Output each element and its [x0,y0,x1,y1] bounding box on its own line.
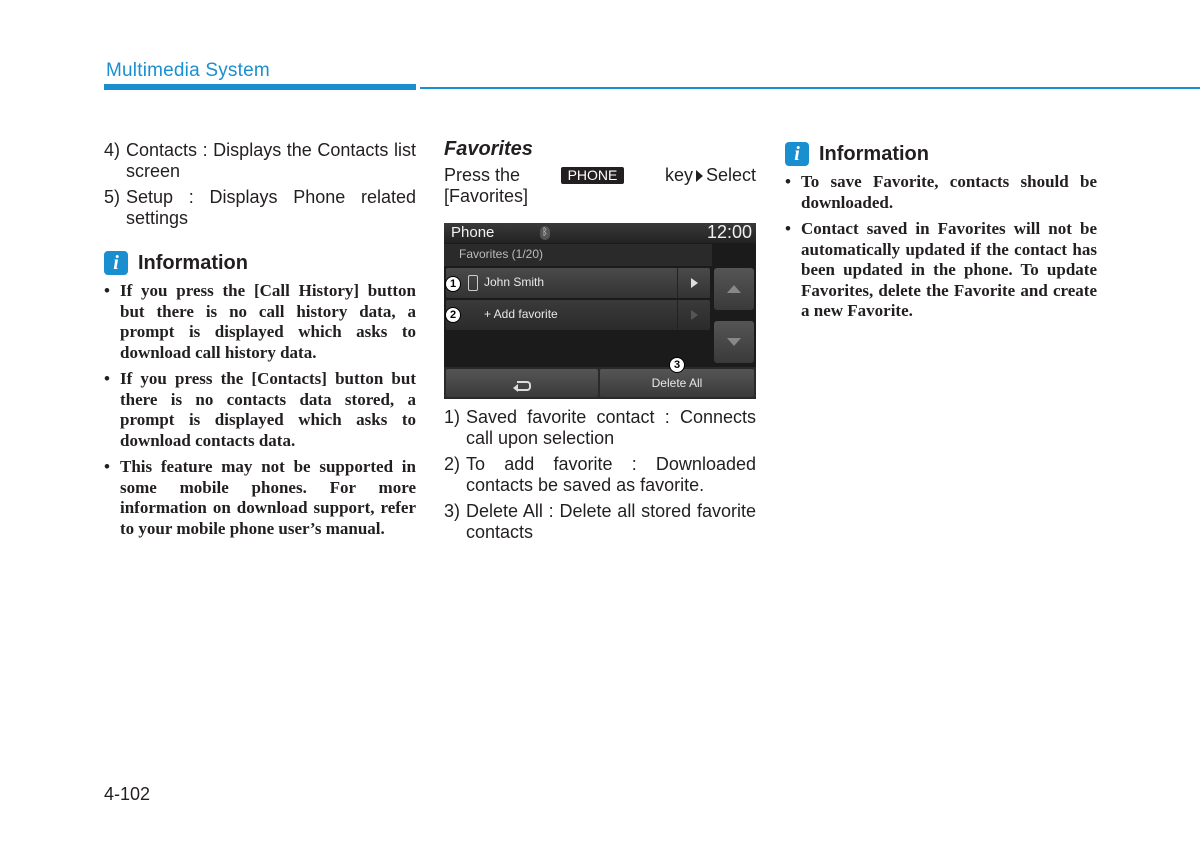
item-text: Contacts : Displays the Contacts list screen [126,140,416,181]
favorites-heading: Favorites [444,138,533,160]
mobile-phone-icon [468,275,478,291]
info-title: Information [819,142,929,165]
play-arrow-icon [677,300,710,330]
screen-app-title: Phone [451,224,495,241]
bullet-item: • This feature may not be supported in some mobile phones. For more information on download support, refer to your mobile phone user’s manual. [104,457,416,538]
arrow-down-icon [727,338,741,346]
header-rule-thick [104,84,416,90]
back-button[interactable] [446,369,598,397]
screen-subtitle: Favorites (1/20) [444,244,712,266]
add-favorite-row[interactable] [446,300,710,330]
scroll-up-button[interactable] [714,268,754,310]
favorites-legend [444,407,756,548]
scroll-down-button[interactable] [714,321,754,363]
instruction-line: Press the PHONE key Select [444,165,756,185]
add-favorite-label: + Add favorite [484,307,558,321]
info-icon: i [785,142,809,166]
info-heading [104,251,416,275]
section-title: Multimedia System [106,60,270,81]
item-number: 5) [104,187,121,207]
info-bullets [104,281,416,539]
list-item [104,187,416,229]
info-icon: i [104,251,128,275]
list-item: 3) Delete All : Delete all stored favorite contacts [444,501,756,542]
screen-status-bar [444,223,756,243]
favorite-row[interactable] [446,268,710,298]
bullet-item: • To save Favorite, contacts should be downloaded. [785,172,1097,212]
select-target: [Favorites] [444,186,529,206]
play-arrow-icon[interactable] [677,268,710,298]
right-column [785,142,1097,328]
phone-key-badge: PHONE [561,167,625,184]
info-title: Information [138,251,248,274]
left-column [104,140,416,545]
arrow-right-icon [696,170,703,182]
item-number: 4) [104,140,121,160]
item-text: Setup : Displays Phone related settings [126,187,416,228]
callout-1: 1 [445,276,461,292]
bullet-item: • If you press the [Call History] button but there is no call history data, a prompt is displayed which asks to download call history data. [104,281,416,362]
screen-bottom-bar [444,367,756,399]
list-item: 1) Saved favorite contact : Connects call upon selection [444,407,756,448]
arrow-up-icon [727,285,741,293]
callout-2: 2 [445,307,461,323]
info-bullets [785,172,1097,322]
delete-all-button[interactable]: Delete All [600,369,754,397]
bullet-item: • If you press the [Contacts] button but there is no contacts data stored, a prompt is displayed which asks to download contacts data. [104,369,416,450]
back-icon [513,379,531,389]
list-item [104,140,416,182]
header-rule-thin [420,87,1200,89]
favorite-contact-label: John Smith [484,275,545,289]
callout-3: 3 [669,357,685,373]
middle-column [444,138,756,207]
page-number: 4-102 [104,784,151,804]
phone-screen-image [444,223,756,399]
bluetooth-icon: ᛒ [542,227,548,238]
list-item: 2) To add favorite : Downloaded contacts be saved as favorite. [444,454,756,495]
screen-clock: 12:00 [706,223,752,242]
bullet-item: • Contact saved in Favorites will not be automatically updated if the contact has been updated in the phone. To update Favorites, delete the Favorite and create a new Favorite. [785,219,1097,320]
info-heading [785,142,1097,166]
